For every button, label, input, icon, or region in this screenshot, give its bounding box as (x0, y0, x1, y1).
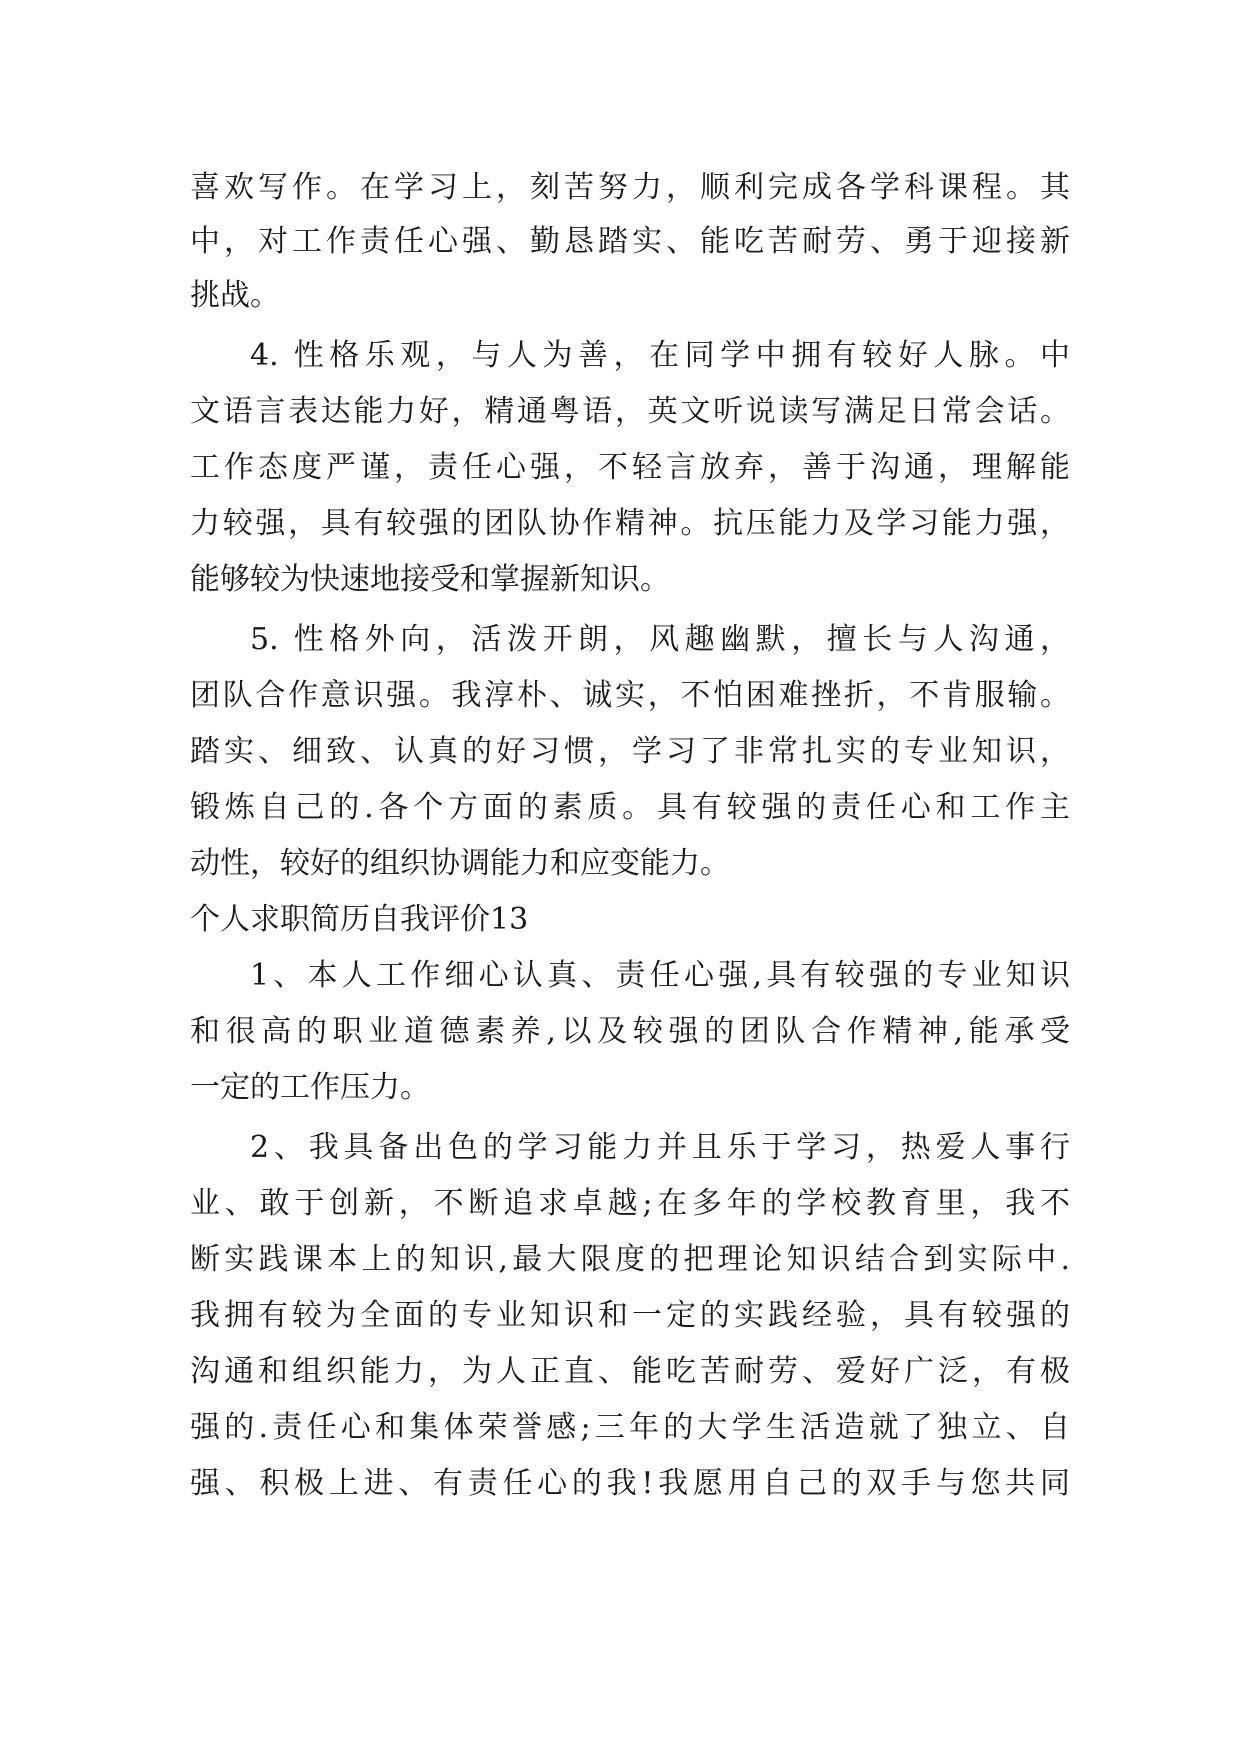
text-line: 我拥有较为全面的专业知识和一定的实践经验，具有较强的 (190, 1298, 1070, 1333)
text-line: 文语言表达能力好，精通粤语，英文听说读写满足日常会话。 (190, 394, 1070, 429)
section-heading: 个人求职简历自我评价13 (190, 902, 529, 937)
text-line: 中，对工作责任心强、勤恳踏实、能吃苦耐劳、勇于迎接新 (190, 224, 1070, 259)
text-line: 一定的工作压力。 (190, 1070, 430, 1105)
text-line: 踏实、细致、认真的好习惯，学习了非常扎实的专业知识， (190, 734, 1070, 769)
text-line: 强、积极上进、有责任心的我!我愿用自己的双手与您共同 (190, 1466, 1070, 1501)
text-line: 强的.责任心和集体荣誉感;三年的大学生活造就了独立、自 (190, 1410, 1070, 1445)
text-line: 断实践课本上的知识,最大限度的把理论知识结合到实际中. (190, 1242, 1070, 1277)
text-line: 喜欢写作。在学习上，刻苦努力，顺利完成各学科课程。其 (190, 170, 1070, 205)
text-line: 力较强，具有较强的团队协作精神。抗压能力及学习能力强， (190, 506, 1070, 541)
text-line: 工作态度严谨，责任心强，不轻言放弃，善于沟通，理解能 (190, 450, 1070, 485)
text-line: 动性，较好的组织协调能力和应变能力。 (190, 846, 730, 881)
text-line: 团队合作意识强。我淳朴、诚实，不怕困难挫折，不肯服输。 (190, 678, 1070, 713)
text-line: 业、敢于创新，不断追求卓越;在多年的学校教育里，我不 (190, 1186, 1070, 1221)
text-line: 沟通和组织能力，为人正直、能吃苦耐劳、爱好广泛，有极 (190, 1354, 1070, 1389)
text-line: 锻炼自己的.各个方面的素质。具有较强的责任心和工作主 (190, 790, 1070, 825)
text-line: 和很高的职业道德素养,以及较强的团队合作精神,能承受 (190, 1014, 1070, 1049)
text-line: 2、我具备出色的学习能力并且乐于学习，热爱人事行 (250, 1130, 1070, 1165)
text-line: 挑战。 (190, 278, 280, 313)
text-line: 5. 性格外向，活泼开朗，风趣幽默，擅长与人沟通， (250, 622, 1070, 657)
text-line: 4. 性格乐观，与人为善，在同学中拥有较好人脉。中 (250, 338, 1070, 373)
text-line: 1、本人工作细心认真、责任心强,具有较强的专业知识 (250, 958, 1070, 993)
text-line: 能够较为快速地接受和掌握新知识。 (190, 562, 670, 597)
